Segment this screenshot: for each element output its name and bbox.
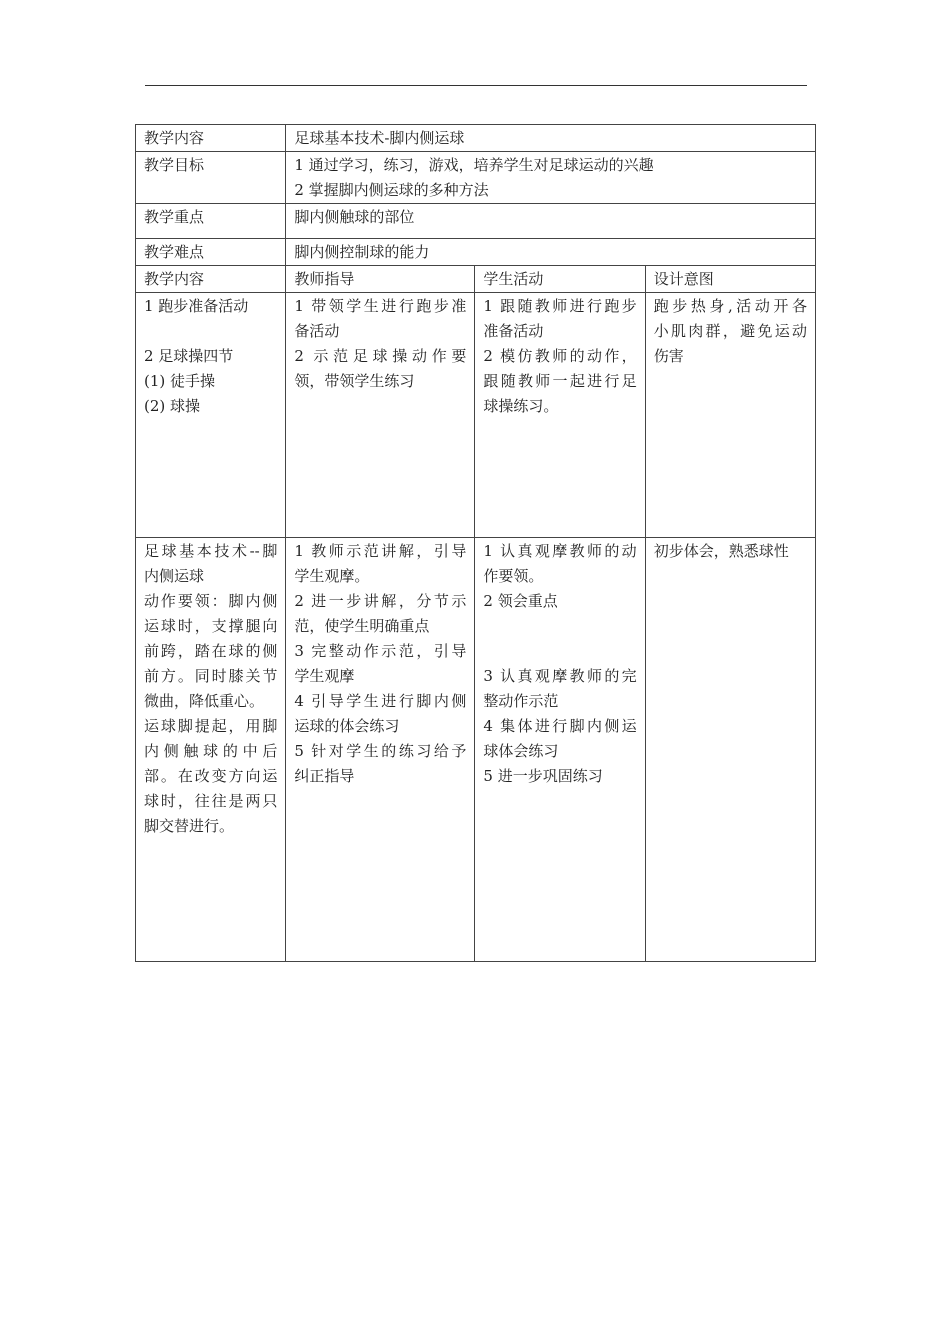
row-difficulty (136, 239, 816, 266)
content-line: 球时，往往是两只 (144, 792, 278, 810)
teacher-line: 4 引导学生进行脚内侧 (294, 692, 467, 710)
value-cell (286, 204, 816, 239)
student-cell (475, 538, 645, 962)
teacher-cell (286, 293, 475, 538)
column-header (136, 266, 286, 293)
value-text: 足球基本技术-脚内侧运球 (294, 129, 465, 147)
column-header-text: 设计意图 (653, 270, 714, 288)
student-line: 整动作示范 (483, 692, 559, 710)
teacher-line: 2 进一步讲解，分节示 (294, 592, 467, 610)
teacher-line: 学生观摩 (294, 667, 355, 685)
value-text: 2 掌握脚内侧运球的多种方法 (294, 181, 489, 199)
label-text: 教学重点 (144, 208, 205, 226)
content-line: 运球脚提起，用脚 (144, 717, 278, 735)
content-line: 部。在改变方向运 (144, 767, 278, 785)
content-line: 前方。同时膝关节 (144, 667, 278, 685)
row-key-point (136, 204, 816, 239)
student-line: 球体会练习 (483, 742, 559, 760)
content-line: 1 跑步准备活动 (144, 297, 249, 315)
blank-line (483, 614, 636, 639)
content-line: 脚交替进行。 (144, 817, 235, 835)
student-line: 1 认真观摩教师的动 (483, 542, 637, 560)
blank-line (144, 319, 277, 344)
section-warmup-row (136, 293, 816, 538)
student-line: 2 模仿教师的动作， (483, 347, 637, 365)
student-line: 1 跟随教师进行跑步 (483, 297, 637, 315)
student-line: 5 进一步巩固练习 (483, 767, 603, 785)
label-cell (136, 152, 286, 204)
teacher-line: 学生观摩。 (294, 567, 370, 585)
value-cell (286, 239, 816, 266)
column-header (645, 266, 815, 293)
student-line: 4 集体进行脚内侧运 (483, 717, 637, 735)
intent-line: 跑步热身,活动开各 (653, 297, 807, 315)
content-line: 动作要领：脚内侧 (144, 592, 278, 610)
teacher-line: 1 教师示范讲解，引导 (294, 542, 467, 560)
student-line: 跟随教师一起进行足 (483, 372, 637, 390)
value-text: 1 通过学习，练习，游戏，培养学生对足球运动的兴趣 (294, 156, 654, 174)
content-line: 2 足球操四节 (144, 347, 234, 365)
intent-line: 伤害 (653, 347, 684, 365)
section-technique-row (136, 538, 816, 962)
value-text: 脚内侧触球的部位 (294, 208, 415, 226)
teacher-line: 1 带领学生进行跑步准 (294, 297, 467, 315)
label-cell (136, 125, 286, 152)
teacher-line: 5 针对学生的练习给予 (294, 742, 467, 760)
content-line: 内侧运球 (144, 567, 205, 585)
content-line: (1) 徒手操 (144, 372, 216, 390)
column-header (475, 266, 645, 293)
value-cell (286, 152, 816, 204)
intent-cell (645, 538, 815, 962)
label-cell (136, 204, 286, 239)
teacher-line: 2 示范足球操动作要 (294, 347, 467, 365)
content-cell (136, 538, 286, 962)
teacher-line: 范，使学生明确重点 (294, 617, 430, 635)
teacher-line: 备活动 (294, 322, 340, 340)
intent-line: 初步体会，熟悉球性 (653, 542, 789, 560)
value-cell (286, 125, 816, 152)
student-cell (475, 293, 645, 538)
column-header-text: 教学内容 (144, 270, 205, 288)
lesson-plan-table (135, 124, 816, 962)
label-cell (136, 239, 286, 266)
student-line: 作要领。 (483, 567, 544, 585)
student-line: 球操练习。 (483, 397, 559, 415)
content-line: 足球基本技术--脚 (144, 542, 278, 560)
row-objectives (136, 152, 816, 204)
column-header-text: 学生活动 (483, 270, 544, 288)
teacher-line: 运球的体会练习 (294, 717, 400, 735)
value-text: 脚内侧控制球的能力 (294, 243, 430, 261)
header-rule (145, 85, 807, 86)
label-text: 教学难点 (144, 243, 205, 261)
content-line: (2) 球操 (144, 397, 201, 415)
content-line: 前跨，踏在球的侧 (144, 642, 278, 660)
content-line: 内侧触球的中后 (144, 742, 278, 760)
label-text: 教学内容 (144, 129, 205, 147)
teacher-line: 领，带领学生练习 (294, 372, 415, 390)
student-line: 3 认真观摩教师的完 (483, 667, 637, 685)
column-header-row (136, 266, 816, 293)
student-line: 2 领会重点 (483, 592, 558, 610)
student-line: 准备活动 (483, 322, 544, 340)
column-header-text: 教师指导 (294, 270, 355, 288)
teacher-cell (286, 538, 475, 962)
intent-line: 小肌肉群，避免运动 (653, 322, 807, 340)
label-text: 教学目标 (144, 156, 205, 174)
row-content (136, 125, 816, 152)
blank-line (483, 639, 636, 664)
content-line: 运球时，支撑腿向 (144, 617, 278, 635)
teacher-line: 纠正指导 (294, 767, 355, 785)
intent-cell (645, 293, 815, 538)
teacher-line: 3 完整动作示范，引导 (294, 642, 467, 660)
column-header (286, 266, 475, 293)
content-line: 微曲，降低重心。 (144, 692, 265, 710)
content-cell (136, 293, 286, 538)
